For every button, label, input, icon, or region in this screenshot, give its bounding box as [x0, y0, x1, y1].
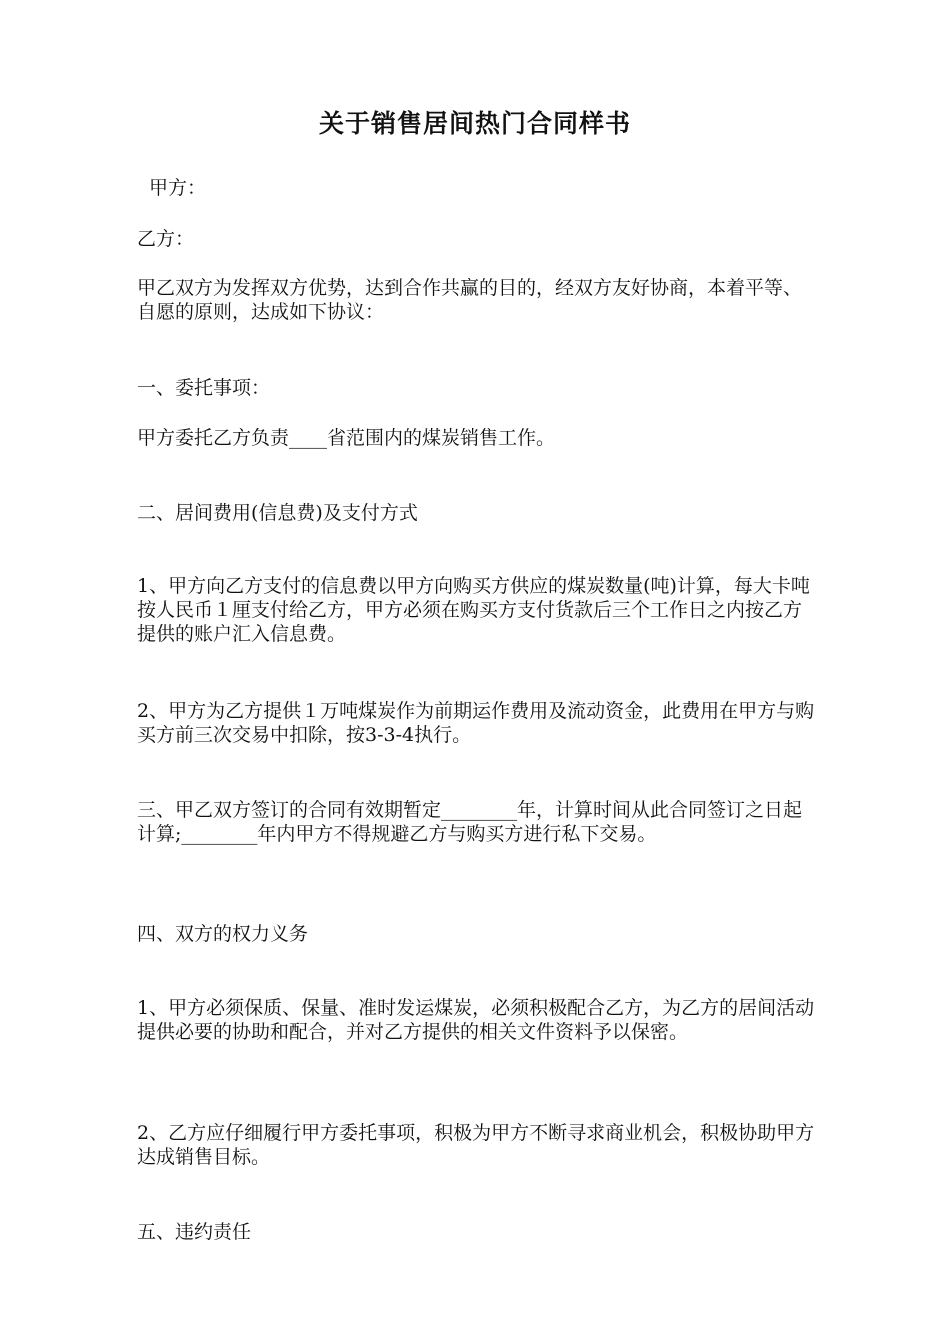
document-title: 关于销售居间热门合同样书: [318, 109, 631, 138]
section2-heading: 二、居间费用(信息费)及支付方式: [137, 502, 418, 524]
section5-heading: 五、违约责任: [137, 1221, 252, 1243]
section2-item-2: 2、甲方为乙方提供１万吨煤炭作为前期运作费用及流动资金，此费用在甲方与购买方前三次交易中扣除，按3-3-4执行。: [137, 700, 815, 746]
section4-heading: 四、双方的权力义务: [137, 923, 309, 945]
party-b-label: 乙方：: [137, 228, 195, 250]
section3-paragraph: 三、甲乙双方签订的合同有效期暂定________年，计算时间从此合同签订之日起计算;________年内甲方不得规避乙方与购买方进行私下交易。: [137, 799, 803, 845]
section1-body: 甲方委托乙方负责____省范围内的煤炭销售工作。: [137, 427, 556, 449]
party-a-label: 甲方：: [149, 177, 207, 199]
intro-paragraph: 甲乙双方为发挥双方优势，达到合作共赢的目的，经双方友好协商，本着平等、自愿的原则，达成如下协议：: [137, 277, 803, 323]
section2-item-1: 1、甲方向乙方支付的信息费以甲方向购买方供应的煤炭数量(吨)计算，每大卡吨按人民币１厘支付给乙方，甲方必须在购买方支付货款后三个工作日之内按乙方提供的账户汇入信息费。: [137, 575, 810, 645]
section4-item-1: 1、甲方必须保质、保量、准时发运煤炭，必须积极配合乙方，为乙方的居间活动提供必要的协助和配合，并对乙方提供的相关文件资料予以保密。: [137, 997, 815, 1043]
section4-item-2: 2、乙方应仔细履行甲方委托事项，积极为甲方不断寻求商业机会，积极协助甲方达成销售目标。: [137, 1122, 815, 1168]
section1-heading: 一、委托事项：: [137, 377, 271, 399]
